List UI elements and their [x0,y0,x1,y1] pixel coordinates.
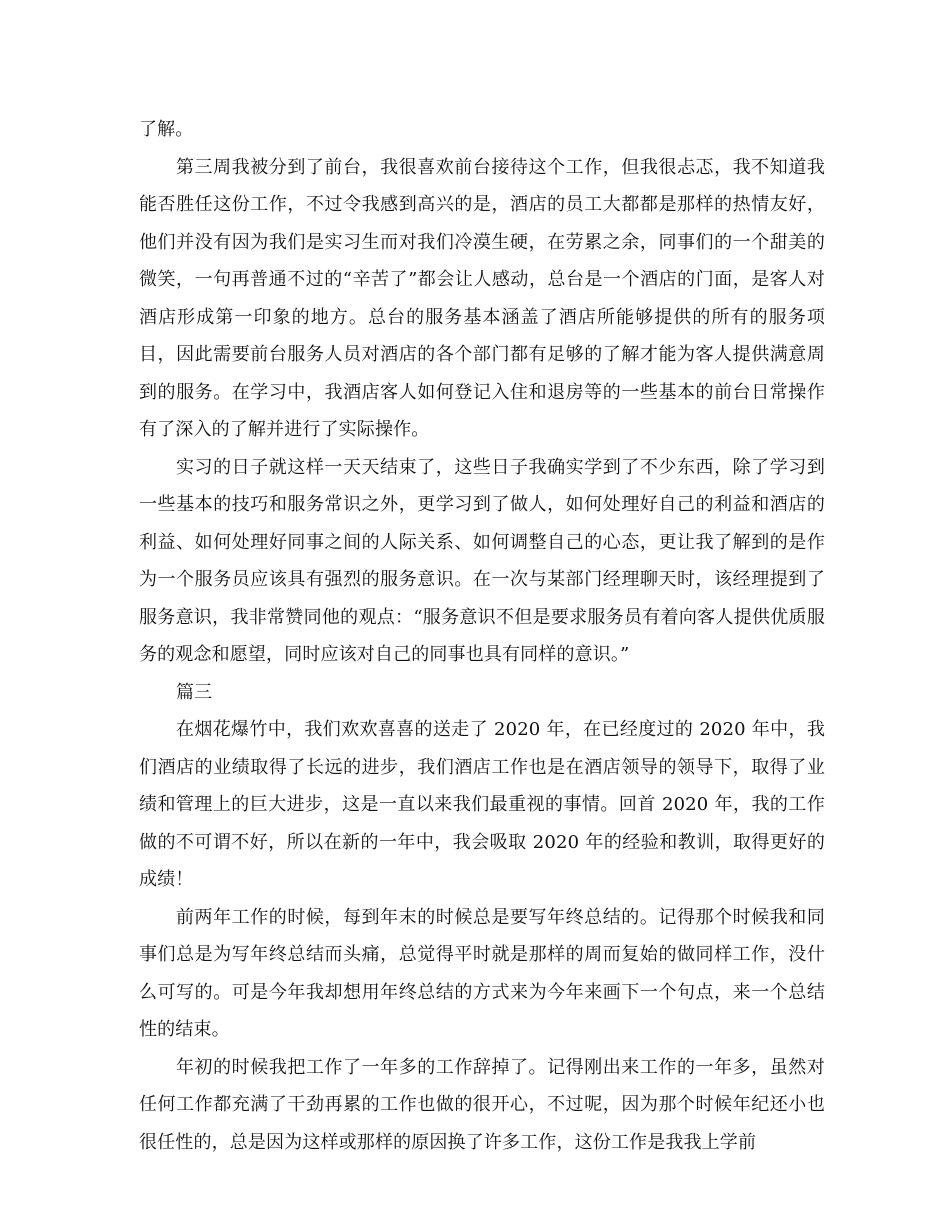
section-heading: 篇三 [176,681,213,703]
paragraph-year-review: 在烟花爆竹中，我们欢欢喜喜的送走了 2020 年，在已经度过的 2020 年中，我们酒店的业绩取得了长远的进步，我们酒店工作也是在酒店领导的领导下，取得了业绩和管理上的巨大进步，这是一直以来我们最重视的事情。回首 2020 年，我的工作做的不可谓不好，所以在新的一年中，我会吸取 2020 年的经验和教训，取得更好的成绩！ [139,719,825,890]
paragraph-continuation: 了解。 [139,119,194,140]
paragraph-front-desk: 第三周我被分到了前台，我很喜欢前台接待这个工作，但我很忐忑，我不知道我能否胜任这份工作，不过令我感到高兴的是，酒店的员工大都都是那样的热情友好，他们并没有因为我们是实习生而对我们冷漠生硬，在劳累之余，同事们的一个甜美的微笑，一句再普通不过的“辛苦了”都会让人感动，总台是一个酒店的门面，是客人对酒店形成第一印象的地方。总台的服务基本涵盖了酒店所能够提供的所有的服务项目，因此需要前台服务人员对酒店的各个部门都有足够的了解才能为客人提供满意周到的服务。在学习中，我酒店客人如何登记入住和退房等的一些基本的前台日常操作有了深入的了解并进行了实际操作。 [139,156,825,440]
paragraph-year-end-summary: 前两年工作的时候，每到年末的时候总是要写年终总结的。记得那个时候我和同事们总是为写年终总结而头痛，总觉得平时就是那样的周而复始的做同样工作，没什么可写的。可是今年我却想用年终总结的方式来为今年来画下一个句点，来一个总结性的结束。 [139,906,825,1040]
paragraph-internship-end: 实习的日子就这样一天天结束了，这些日子我确实学到了不少东西，除了学习到一些基本的技巧和服务常识之外，更学习到了做人，如何处理好自己的利益和酒店的利益、如何处理好同事之间的人际关系、如何调整自己的心态，更让我了解到的是作为一个服务员应该具有强烈的服务意识。在一次与某部门经理聊天时，该经理提到了服务意识，我非常赞同他的观点：“服务意识不但是要求服务员有着向客人提供优质服务的观念和愿望，同时应该对自己的同事也具有同样的意识。” [139,456,825,665]
paragraph-start-of-year: 年初的时候我把工作了一年多的工作辞掉了。记得刚出来工作的一年多，虽然对任何工作都充满了干劲再累的工作也做的很开心，不过呢，因为那个时候年纪还小也很任性的，总是因为这样或那样的原因换了许多工作，这份工作是我我上学前 [139,1056,825,1153]
